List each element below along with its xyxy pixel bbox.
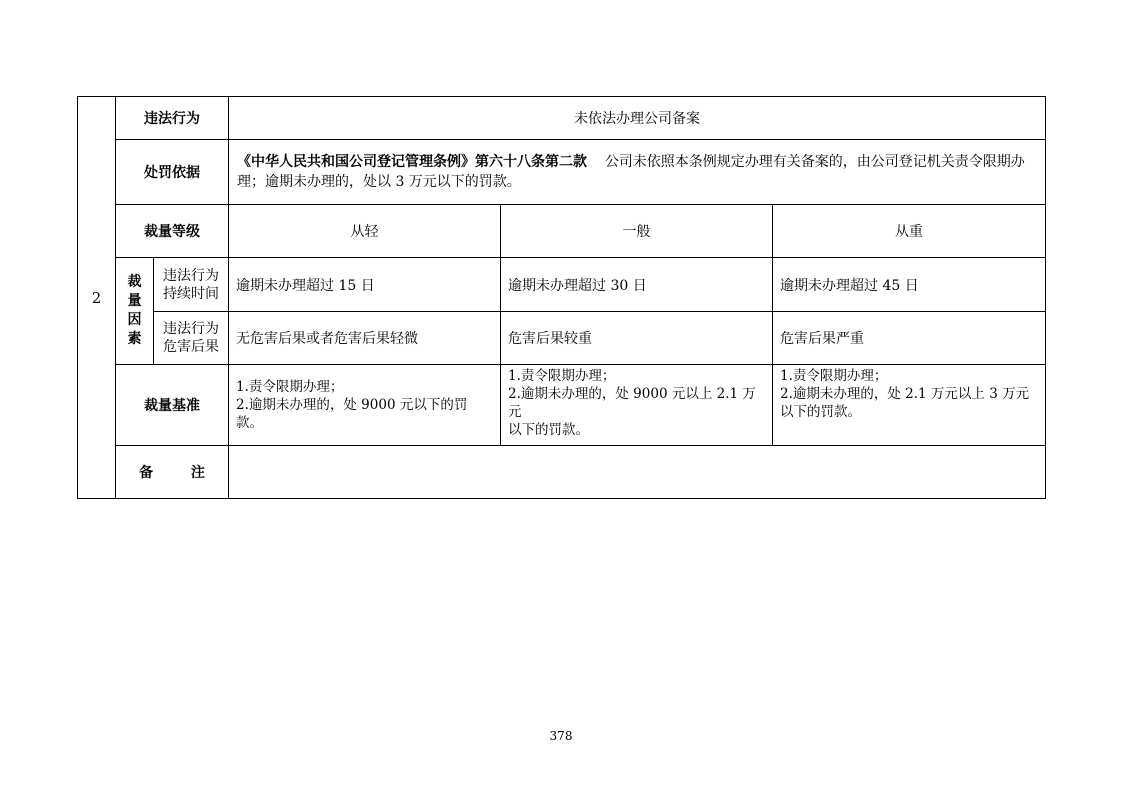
remarks-row [78, 446, 1046, 499]
harm-heavy: 危害后果严重 [773, 312, 1046, 365]
duration-label [154, 258, 229, 312]
row-number: 2 [78, 97, 116, 499]
standard-normal [501, 365, 773, 446]
remarks-label-char: 注 [190, 465, 205, 481]
harm-label [154, 312, 229, 365]
duration-heavy: 逾期未办理超过 45 日 [773, 258, 1046, 312]
page-number: 378 [549, 729, 573, 743]
standard-line: 以下的罚款。 [508, 422, 589, 438]
standard-line: 1.责令限期办理； [780, 368, 888, 384]
standard-line: 2.逾期未办理的，处 9000 元以上 2.1 万元 [508, 386, 756, 420]
duration-row [78, 258, 1046, 312]
level-heavy: 从重 [773, 205, 1046, 258]
basis-text: 公司未依照本条例规定办理有关备案的，由公司登记机关责令限期办理；逾期未办理的，处以 3 万元以下的罚款。 [237, 154, 1025, 190]
harm-label-line: 违法行为 [163, 321, 219, 337]
standard-line: 以下的罚款。 [780, 404, 861, 420]
standard-line: 1.责令限期办理； [236, 379, 344, 395]
harm-label-line: 危害后果 [163, 339, 219, 355]
standard-heavy [773, 365, 1046, 446]
standard-line: 2.逾期未办理的，处 9000 元以下的罚款。 [236, 397, 468, 431]
duration-normal: 逾期未办理超过 30 日 [501, 258, 773, 312]
duration-light: 逾期未办理超过 15 日 [229, 258, 501, 312]
penalty-discretion-table [77, 96, 1046, 499]
remarks-value [229, 446, 1046, 499]
level-normal: 一般 [501, 205, 773, 258]
levels-row [78, 205, 1046, 258]
law-reference: 《中华人民共和国公司登记管理条例》第六十八条第二款 [237, 154, 587, 170]
standard-light [229, 365, 501, 446]
duration-label-line: 违法行为 [163, 267, 219, 284]
factors-label-char: 素 [127, 331, 142, 347]
violation-value: 未依法办理公司备案 [229, 97, 1046, 140]
violation-row [78, 97, 1046, 140]
factors-label-char: 因 [127, 312, 142, 328]
remarks-label [116, 446, 229, 499]
levels-label: 裁量等级 [116, 205, 229, 258]
factors-label-char: 裁 [127, 274, 142, 290]
basis-label: 处罚依据 [116, 140, 229, 205]
standards-label: 裁量基准 [116, 365, 229, 446]
harm-row [78, 312, 1046, 365]
standards-row [78, 365, 1046, 446]
harm-light: 无危害后果或者危害后果轻微 [229, 312, 501, 365]
factors-label [116, 258, 154, 365]
standard-line: 1.责令限期办理； [508, 368, 616, 384]
violation-label: 违法行为 [116, 97, 229, 140]
basis-row [78, 140, 1046, 205]
remarks-label-char: 备 [139, 465, 154, 481]
level-light: 从轻 [229, 205, 501, 258]
standard-line: 2.逾期未办理的，处 2.1 万元以上 3 万元 [780, 386, 1030, 402]
harm-normal: 危害后果较重 [501, 312, 773, 365]
duration-label-line: 持续时间 [163, 285, 219, 302]
basis-content [229, 140, 1046, 205]
factors-label-char: 量 [127, 293, 142, 309]
